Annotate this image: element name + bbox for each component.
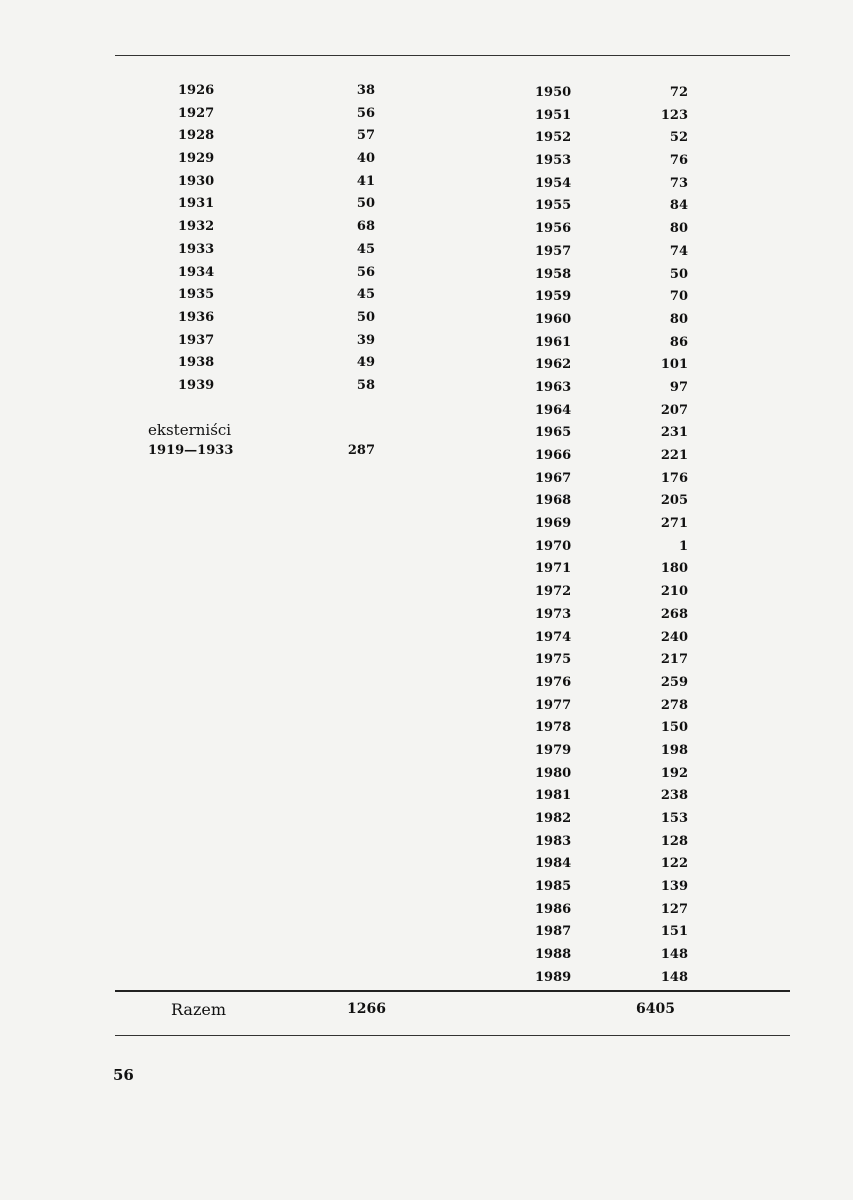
table-cell-value: 38 <box>356 83 375 98</box>
table-cell-year: 1952 <box>535 130 572 146</box>
table-cell-year: 1969 <box>535 516 572 532</box>
table-cell-year: 1935 <box>178 287 215 303</box>
table-cell-value: 70 <box>669 289 688 305</box>
table-cell-value: 268 <box>660 606 688 622</box>
bottom-rule <box>115 1035 790 1036</box>
table-cell-year: 1975 <box>535 652 572 668</box>
table-cell-value: 84 <box>669 198 688 214</box>
table-cell-value: 41 <box>356 173 375 189</box>
table-cell-year: 1930 <box>178 173 215 189</box>
table-cell-year: 1982 <box>535 811 572 826</box>
table-cell-value: 72 <box>669 85 688 100</box>
table-cell-value: 180 <box>660 561 688 577</box>
table-cell-year: 1967 <box>535 470 572 486</box>
left-total: 1266 <box>347 1001 386 1017</box>
table-cell-value: 217 <box>660 652 688 668</box>
table-cell-value: 240 <box>660 629 688 645</box>
right-years-column <box>535 82 595 990</box>
table-cell-year: 1984 <box>535 856 572 872</box>
table-cell-value: 128 <box>660 833 688 849</box>
table-cell-value: 192 <box>660 765 688 781</box>
table-cell-year: 1955 <box>535 198 572 214</box>
table-cell-value: 139 <box>660 879 688 895</box>
table-cell-year: 1957 <box>535 243 572 259</box>
table-cell-year: 1986 <box>535 901 572 917</box>
table-cell-value: 39 <box>356 332 375 348</box>
table-cell-year: 1981 <box>535 788 572 804</box>
table-cell-value: 148 <box>660 947 688 963</box>
external-students-range: 1919—1933 <box>148 443 234 458</box>
table-cell-value: 231 <box>660 425 688 441</box>
table-cell-year: 1953 <box>535 153 572 169</box>
table-cell-year: 1985 <box>535 879 572 895</box>
table-cell-year: 1988 <box>535 947 572 963</box>
table-cell-value: 80 <box>669 311 688 327</box>
external-students-label: eksterniści <box>148 421 232 439</box>
table-cell-year: 1965 <box>535 425 572 441</box>
table-cell-value: 148 <box>660 969 688 985</box>
table-cell-year: 1987 <box>535 924 572 940</box>
table-cell-value: 73 <box>669 175 688 191</box>
table-cell-value: 259 <box>660 674 688 690</box>
table-cell-year: 1983 <box>535 833 572 849</box>
table-cell-value: 271 <box>660 516 688 532</box>
table-cell-year: 1977 <box>535 697 572 713</box>
table-cell-year: 1929 <box>178 151 215 167</box>
table-cell-value: 49 <box>356 355 375 371</box>
table-cell-year: 1972 <box>535 584 572 600</box>
table-cell-value: 45 <box>356 287 375 303</box>
table-cell-value: 122 <box>660 856 688 872</box>
table-cell-year: 1970 <box>535 538 572 554</box>
page-number: 56 <box>113 1066 134 1084</box>
table-cell-year: 1971 <box>535 561 572 577</box>
table-cell-year: 1974 <box>535 629 572 645</box>
table-cell-value: 97 <box>669 379 688 395</box>
table-cell-year: 1963 <box>535 379 572 395</box>
table-cell-year: 1973 <box>535 606 572 622</box>
table-cell-value: 57 <box>356 128 375 144</box>
top-rule <box>115 55 790 56</box>
table-cell-year: 1934 <box>178 264 215 280</box>
table-cell-year: 1979 <box>535 742 572 758</box>
table-cell-value: 238 <box>660 788 688 804</box>
table-cell-value: 56 <box>356 105 375 121</box>
table-cell-year: 1962 <box>535 357 572 373</box>
table-cell-year: 1958 <box>535 266 572 282</box>
table-cell-year: 1954 <box>535 175 572 191</box>
table-cell-value: 151 <box>660 924 688 940</box>
table-cell-year: 1950 <box>535 85 572 100</box>
table-cell-value: 52 <box>669 130 688 146</box>
table-cell-year: 1926 <box>178 83 215 98</box>
table-cell-value: 210 <box>660 584 688 600</box>
table-cell-year: 1927 <box>178 105 215 121</box>
table-cell-year: 1936 <box>178 309 215 325</box>
table-cell-value: 40 <box>356 151 375 167</box>
table-cell-value: 86 <box>669 334 688 350</box>
table-cell-value: 101 <box>660 357 688 373</box>
table-cell-value: 127 <box>660 901 688 917</box>
table-cell-year: 1959 <box>535 289 572 305</box>
table-cell-value: 221 <box>660 448 688 463</box>
table-cell-year: 1964 <box>535 402 572 418</box>
table-cell-year: 1956 <box>535 221 572 237</box>
table-cell-year: 1960 <box>535 311 572 327</box>
left-values-column <box>330 80 375 398</box>
table-cell-year: 1928 <box>178 128 215 144</box>
table-cell-value: 205 <box>660 493 688 509</box>
table-cell-value: 50 <box>356 309 375 325</box>
right-values-column <box>640 82 688 990</box>
table-cell-value: 198 <box>660 742 688 758</box>
table-cell-value: 207 <box>660 402 688 418</box>
table-cell-value: 176 <box>660 470 688 486</box>
table-cell-value: 1 <box>678 538 688 554</box>
right-total: 6405 <box>636 1001 675 1017</box>
table-cell-year: 1980 <box>535 765 572 781</box>
table-cell-year: 1966 <box>535 448 572 463</box>
table-cell-value: 50 <box>669 266 688 282</box>
table-cell-year: 1989 <box>535 969 572 985</box>
table-cell-value: 76 <box>669 153 688 169</box>
table-cell-year: 1932 <box>178 219 215 235</box>
totals-label: Razem <box>171 1000 227 1019</box>
left-years-column <box>178 80 238 398</box>
table-cell-year: 1933 <box>178 241 215 257</box>
table-cell-value: 278 <box>660 697 688 713</box>
table-cell-value: 150 <box>660 720 688 736</box>
table-cell-year: 1938 <box>178 355 215 371</box>
table-cell-value: 58 <box>356 377 375 393</box>
table-cell-year: 1978 <box>535 720 572 736</box>
table-cell-value: 56 <box>356 264 375 280</box>
table-cell-year: 1968 <box>535 493 572 509</box>
table-cell-year: 1939 <box>178 377 215 393</box>
table-cell-year: 1931 <box>178 196 215 212</box>
table-cell-value: 45 <box>356 241 375 257</box>
external-students-value: 287 <box>347 443 375 458</box>
table-cell-year: 1951 <box>535 107 572 123</box>
table-cell-value: 74 <box>669 243 688 259</box>
table-cell-year: 1937 <box>178 332 215 348</box>
table-cell-value: 50 <box>356 196 375 212</box>
table-cell-value: 153 <box>660 811 688 826</box>
table-cell-year: 1961 <box>535 334 572 350</box>
table-cell-value: 80 <box>669 221 688 237</box>
table-cell-value: 123 <box>660 107 688 123</box>
table-cell-value: 68 <box>356 219 375 235</box>
table-cell-year: 1976 <box>535 674 572 690</box>
totals-rule <box>115 990 790 992</box>
